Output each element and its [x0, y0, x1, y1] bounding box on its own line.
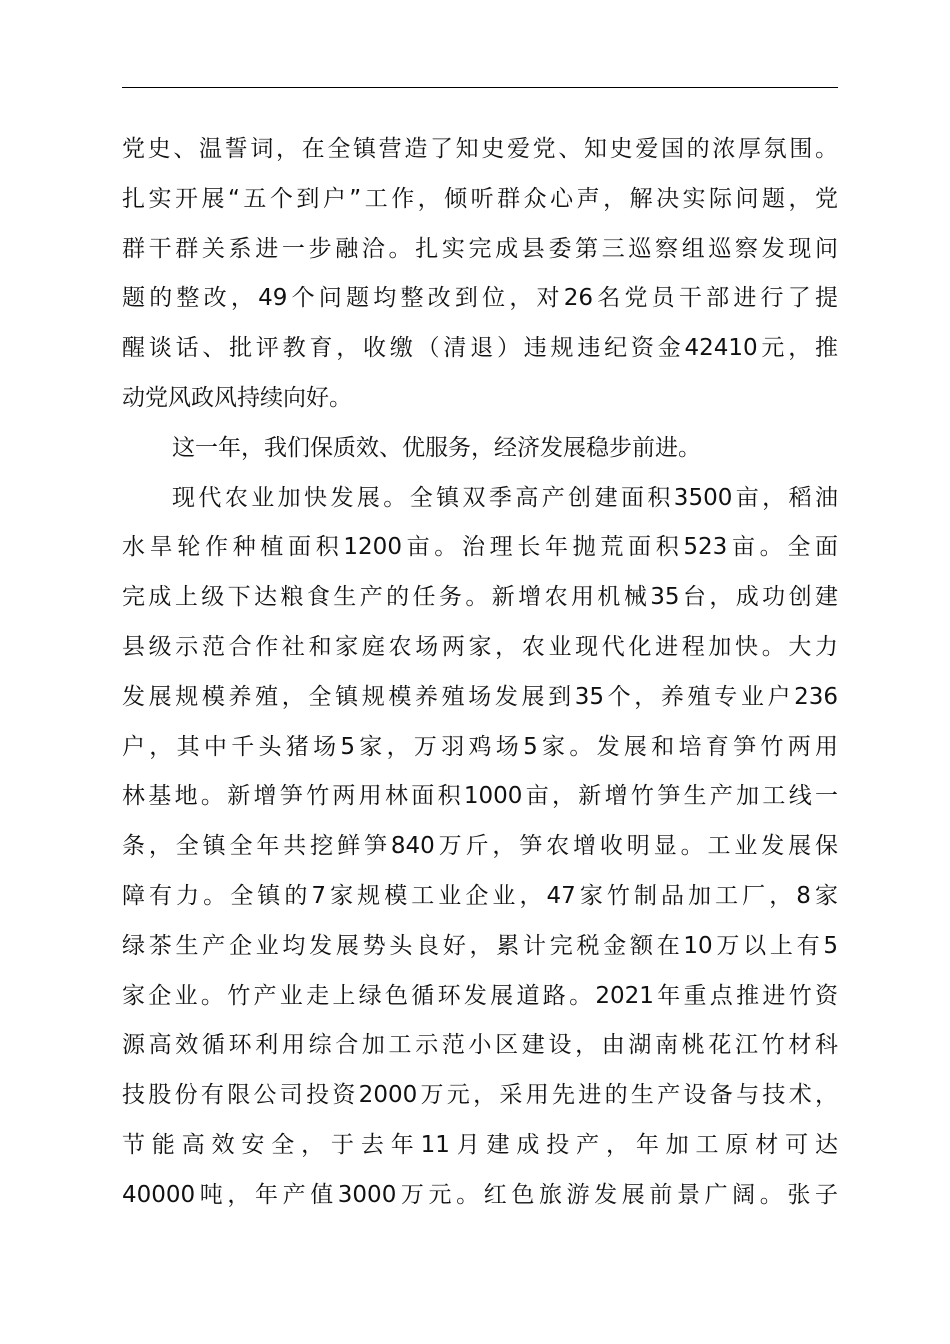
text-line: 条，全镇全年共挖鲜笋840万斤，笋农增收明显。工业发展保 [122, 833, 838, 860]
text-line: 完成上级下达粮食生产的任务。新增农用机械35台，成功创建 [122, 584, 838, 611]
header-rule [122, 87, 838, 88]
text-line: 绿茶生产企业均发展势头良好，累计完税金额在10万以上有5 [122, 932, 838, 959]
text-line: 题的整改，49个问题均整改到位，对26名党员干部进行了提 [122, 285, 838, 312]
text-line: 群干群关系进一步融洽。扎实完成县委第三巡察组巡察发现问 [122, 235, 838, 262]
text-line: 现代农业加快发展。全镇双季高产创建面积3500亩，稻油 [172, 484, 838, 511]
text-line: 县级示范合作社和家庭农场两家，农业现代化进程加快。大力 [122, 633, 838, 660]
text-line: 源高效循环利用综合加工示范小区建设，由湖南桃花江竹材科 [122, 1032, 838, 1059]
text-line: 动党风政风持续向好。 [122, 384, 352, 411]
text-line: 障有力。全镇的7家规模工业企业，47家竹制品加工厂，8家 [122, 882, 838, 909]
text-line: 家企业。竹产业走上绿色循环发展道路。2021年重点推进竹资 [122, 982, 838, 1009]
text-line: 节能高效安全，于去年11月建成投产，年加工原材可达 [122, 1131, 838, 1158]
text-line: 这一年，我们保质效、优服务，经济发展稳步前进。 [172, 434, 701, 461]
text-line: 林基地。新增笋竹两用林面积1000亩，新增竹笋生产加工线一 [122, 783, 838, 810]
text-line: 扎实开展“五个到户”工作，倾听群众心声，解决实际问题，党 [122, 185, 838, 212]
text-line: 发展规模养殖，全镇规模养殖场发展到35个，养殖专业户236 [122, 683, 838, 710]
text-line: 醒谈话、批评教育，收缴（清退）违规违纪资金42410元，推 [122, 335, 838, 362]
text-line: 党史、温誓词，在全镇营造了知史爱党、知史爱国的浓厚氛围。 [122, 136, 838, 162]
text-line: 40000吨，年产值3000万元。红色旅游发展前景广阔。张子 [122, 1181, 838, 1208]
body-text [122, 125, 838, 1221]
text-line: 户，其中千头猪场5家，万羽鸡场5家。发展和培育笋竹两用 [122, 733, 838, 760]
text-line: 技股份有限公司投资2000万元，采用先进的生产设备与技术， [122, 1082, 838, 1109]
text-line: 水旱轮作种植面积1200亩。治理长年抛荒面积523亩。全面 [122, 534, 838, 561]
